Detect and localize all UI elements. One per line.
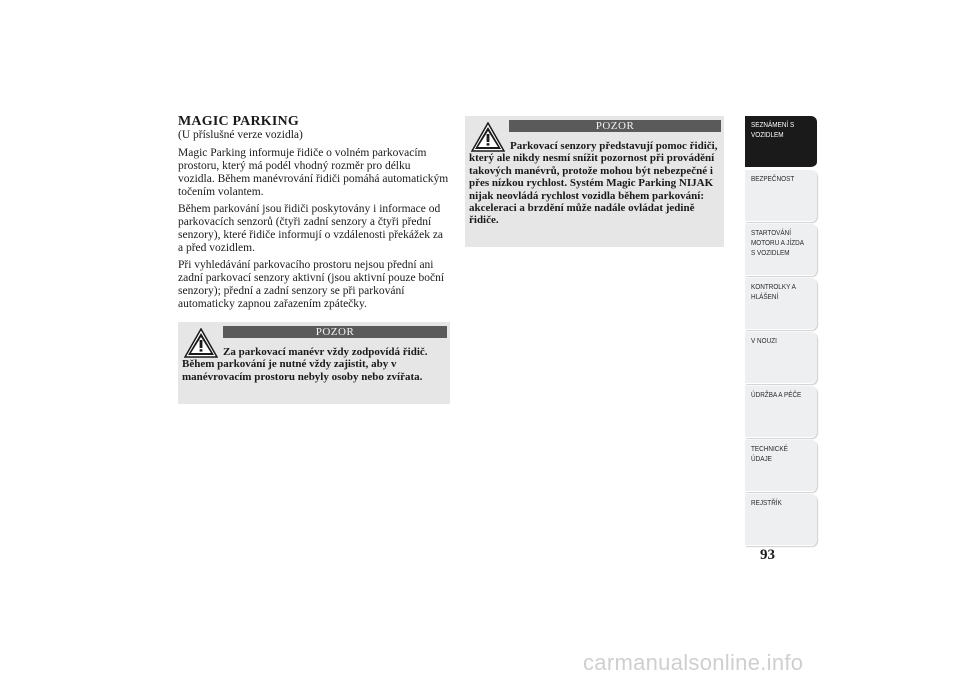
tab-label: KONTROLKY A HLÁŠENÍ [751,282,796,301]
tab-label: V NOUZI [751,336,777,345]
tab-label: ÚDRŽBA A PÉČE [751,390,802,399]
warning-header: POZOR [223,326,447,338]
tab-kontrolky[interactable] [745,278,817,330]
paragraph-sensors: Během parkování jsou řidiči poskytovány i informace od parkovacích senzorů (čtyři zadní senzory a čtyři přední senzory), které řidiče informují o vzdálenosti překážek za a před vozidlem. [178,203,444,254]
tab-seznameni-s-vozidlem[interactable] [745,116,817,168]
tab-technicke-udaje[interactable] [745,440,817,492]
paragraph-search: Při vyhledávání parkovacího prostoru nejsou přední ani zadní parkovací senzory aktivní (jsou aktivní pouze boční senzory); přední a zadní senzory se při parkování automaticky zapnou zařazením zpátečky. [178,259,445,310]
tab-label: BEZPEČNOST [751,174,795,183]
warning-text: Parkovací senzory představují pomoc řidiči, který ale nikdy nesmí snížit pozornost při provádění takových manévrů, protože mohou být nebezpečné i přes nízkou rychlost. Systém Magic Parking NIJAK nijak neovládá rychlost vozidla během parkování: akceleraci a brzdění může nadále ovládat jedině řidiče. [469,140,718,227]
tab-label: TECHNICKÉ ÚDAJE [751,444,788,463]
warning-box-right [465,116,724,247]
tab-rejstrik[interactable] [745,494,817,546]
warning-box-left [178,322,450,404]
tab-label: STARTOVÁNÍ MOTORU A JÍZDA S VOZIDLEM [751,228,804,257]
chapter-tabs [745,116,817,548]
section-subtitle: (U příslušné verze vozidla) [178,129,303,141]
tab-bezpecnost[interactable] [745,170,817,222]
tab-startovani[interactable] [745,224,817,276]
warning-text: Za parkovací manévr vždy zodpovídá řidič. Během parkování je nutné vždy zajistit, aby v manévrovacím prostoru nebyly osoby nebo zvířata. [182,346,428,383]
tab-label: SEZNÁMENÍ S VOZIDLEM [751,120,795,139]
paragraph-intro: Magic Parking informuje řidiče o volném parkovacím prostoru, který má podél vhodný rozměr pro délku vozidla. Během manévrování řidiči pomáhá automatickým točením volantem. [178,147,449,198]
page-number: 93 [760,547,775,563]
magic-parking-section [178,114,450,315]
warning-header: POZOR [509,120,721,132]
tab-label: REJSTŘÍK [751,498,782,507]
tab-v-nouzi[interactable] [745,332,817,384]
tab-udrzba[interactable] [745,386,817,438]
section-title: MAGIC PARKING [178,114,299,129]
watermark: carmanualsonline.info [583,650,804,675]
